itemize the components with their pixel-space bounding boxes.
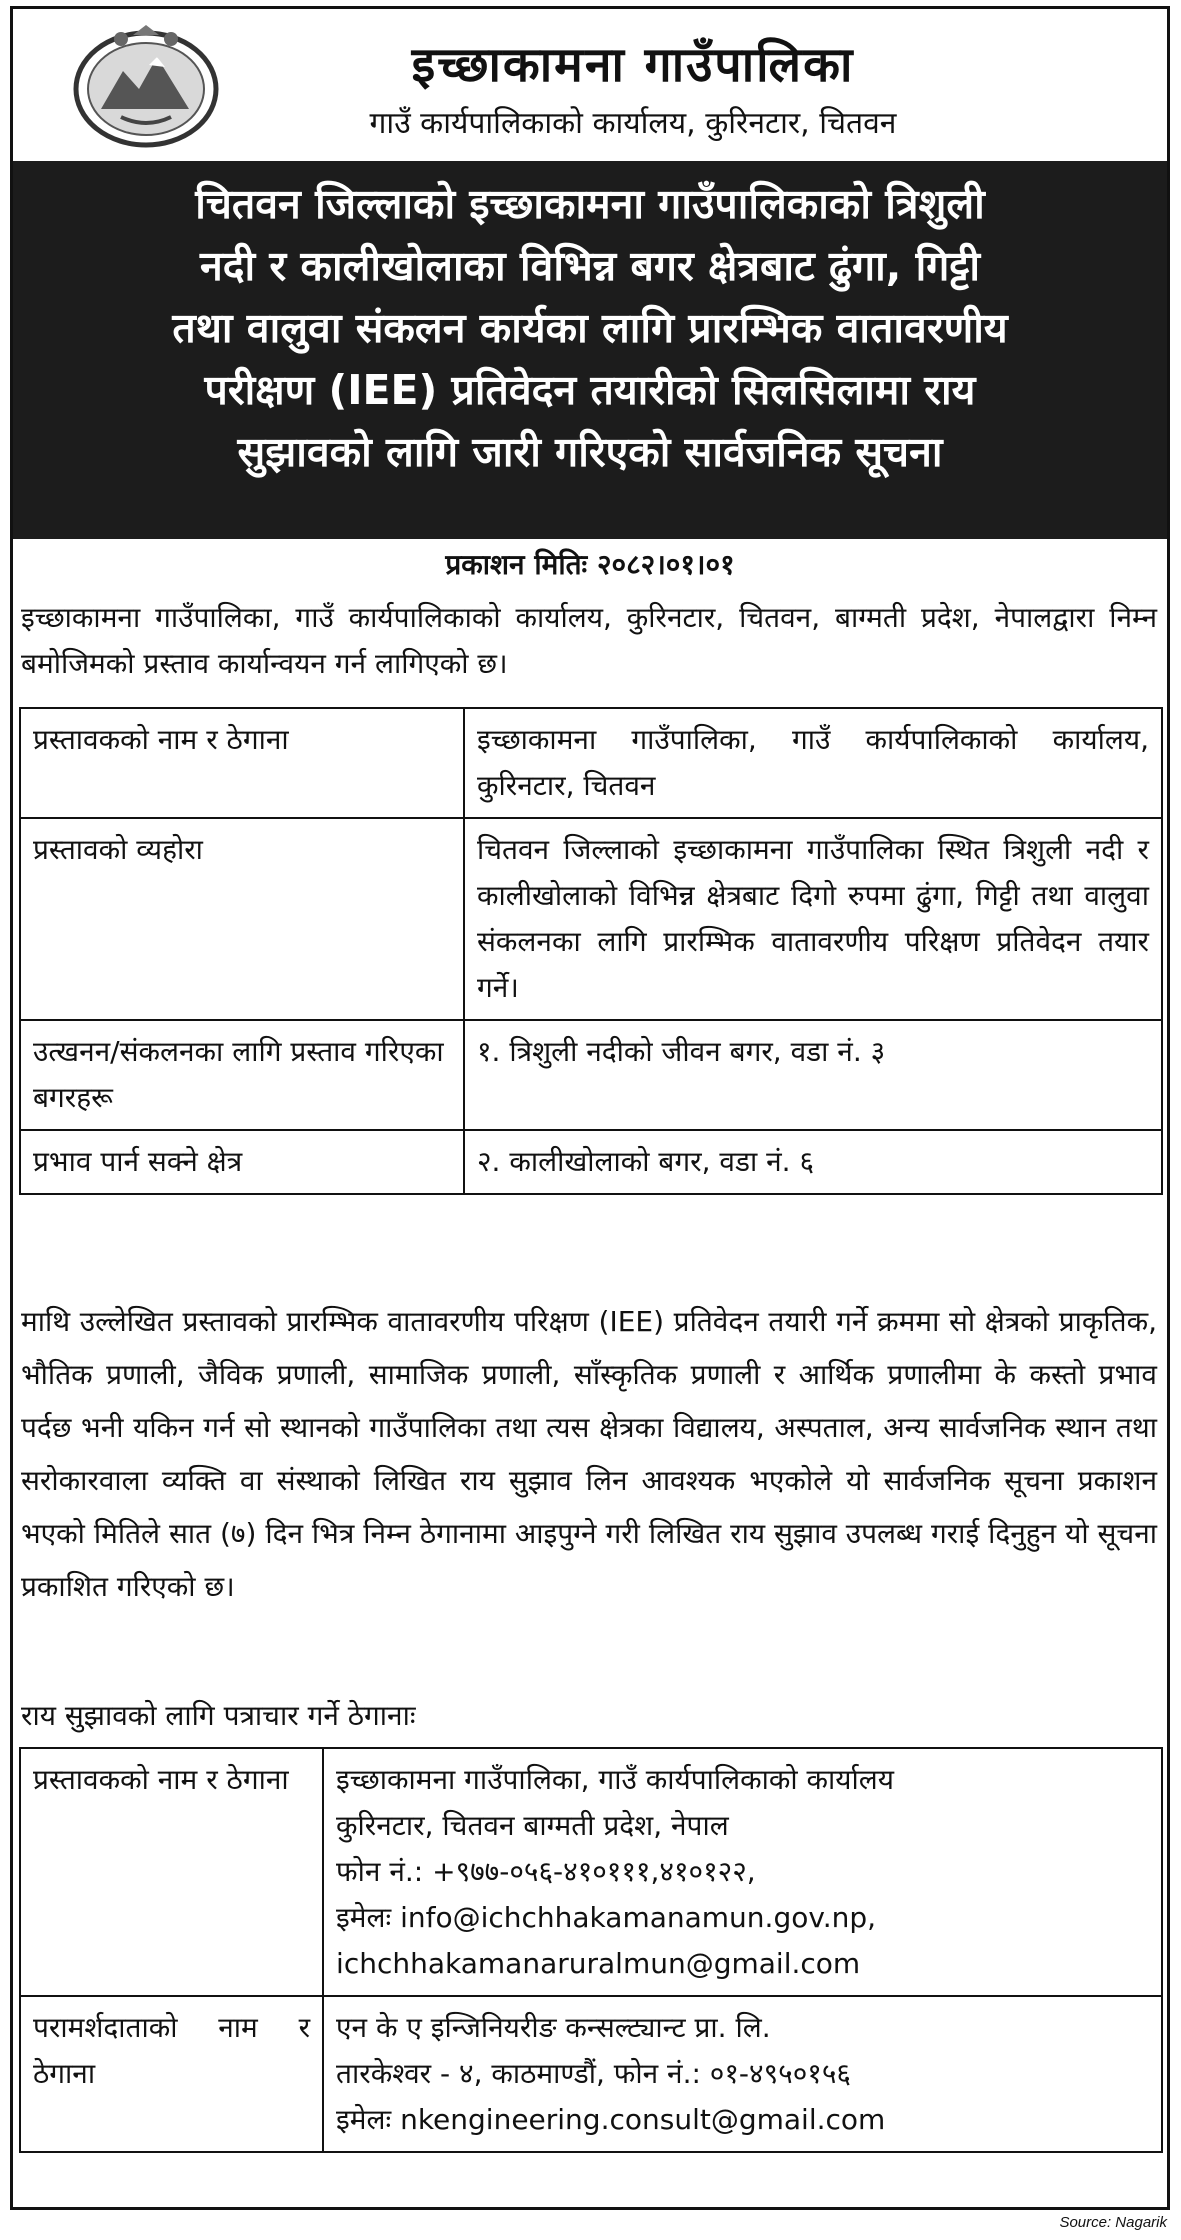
consultant-contact-value (323, 1996, 1162, 2152)
correspondence-heading: राय सुझावको लागि पत्राचार गर्ने ठेगानाः (21, 1699, 416, 1732)
org-subtitle: गाउँ कार्यपालिकाको कार्यालय, कुरिनटार, चितवन (369, 106, 897, 141)
consultant-address-phone: तारकेश्वर - ४, काठमाण्डौं, फोन नं.: ०१-४९५०१५६ (336, 2057, 851, 2090)
notice-header (13, 9, 1167, 161)
affected-area-value: २. कालीखोलाको बगर, वडा नं. ६ (464, 1130, 1162, 1194)
proposer-value: इच्छाकामना गाउँपालिका, गाउँ कार्यपालिकाको कार्यालय, कुरिनटार, चितवन (464, 708, 1162, 818)
nepal-emblem-icon (61, 19, 231, 149)
proposer-address-line: इच्छाकामना गाउँपालिका, गाउँ कार्यपालिकाको कार्यालय (336, 1763, 895, 1796)
table-row (20, 708, 1162, 818)
intro-paragraph: इच्छाकामना गाउँपालिका, गाउँ कार्यपालिकाको कार्यालय, कुरिनटार, चितवन, बाग्मती प्रदेश, नेपालद्वारा निम्न बमोजिमको प्रस्ताव कार्यान्वयन गर्न लागिएको छ। (21, 601, 1157, 680)
proposal-subject-value: चितवन जिल्लाको इच्छाकामना गाउँपालिका स्थित त्रिशुली नदी र कालीखोलाको विभिन्न क्षेत्रबाट दिगो रुपमा ढुंगा, गिट्टी तथा वालुवा संकलनका लागि प्रारम्भिक वातावरणीय परिक्षण प्रतिवेदन तयार गर्ने। (464, 818, 1162, 1020)
title-line: तथा वालुवा संकलन कार्यका लागि प्रारम्भिक वातावरणीय (172, 304, 1008, 352)
publication-date: प्रकाशन मितिः २०८२।०१।०१ (445, 548, 735, 581)
contact-table (19, 1747, 1163, 2153)
excavation-sites-value: १. त्रिशुली नदीको जीवन बगर, वडा नं. ३ (464, 1020, 1162, 1130)
table-row (20, 818, 1162, 1020)
title-line: चितवन जिल्लाको इच्छाकामना गाउँपालिकाको त्रिशुली (195, 180, 985, 228)
table-row (20, 1130, 1162, 1194)
proposer-email: इमेलः info@ichchhakamanamun.gov.np, (336, 1901, 877, 1934)
table-row (20, 1748, 1162, 1996)
consultant-contact-label: परामर्शदाताको नाम र ठेगाना (20, 1996, 323, 2152)
proposer-contact-value (323, 1748, 1162, 1996)
consultant-email: इमेलः nkengineering.consult@gmail.com (336, 2103, 886, 2136)
consultant-name: एन के ए इन्जिनियरीङ कन्सल्ट्यान्ट प्रा. लि. (336, 2011, 771, 2044)
proposal-table (19, 707, 1163, 1195)
proposer-email: ichchhakamanaruralmun@gmail.com (336, 1947, 861, 1980)
title-line: सुझावको लागि जारी गरिएको सार्वजनिक सूचना (237, 428, 943, 476)
proposer-label: प्रस्तावकको नाम र ठेगाना (20, 708, 464, 818)
notice-title (13, 161, 1167, 539)
affected-area-label: प्रभाव पार्न सक्ने क्षेत्र (20, 1130, 464, 1194)
proposer-contact-label: प्रस्तावकको नाम र ठेगाना (20, 1748, 323, 1996)
org-name: इच्छाकामना गाउँपालिका (411, 37, 855, 93)
title-line: परीक्षण (IEE) प्रतिवेदन तयारीको सिलसिलामा राय (204, 366, 976, 414)
proposer-address-line: कुरिनटार, चितवन बाग्मती प्रदेश, नेपाल (336, 1809, 729, 1842)
notice-frame (10, 6, 1170, 2210)
source-credit: Source: Nagarik (1059, 2214, 1167, 2231)
proposal-subject-label: प्रस्तावको व्यहोरा (20, 818, 464, 1020)
table-row (20, 1020, 1162, 1130)
excavation-sites-label: उत्खनन/संकलनका लागि प्रस्ताव गरिएका बगरहरू (20, 1020, 464, 1130)
proposer-phone: फोन नं.: +९७७-०५६-४१०१११,४१०१२२, (336, 1855, 756, 1888)
table-row (20, 1996, 1162, 2152)
main-paragraph: माथि उल्लेखित प्रस्तावको प्रारम्भिक वातावरणीय परिक्षण (IEE) प्रतिवेदन तयारी गर्ने क्रममा सो क्षेत्रको प्राकृतिक, भौतिक प्रणाली, जैविक प्रणाली, सामाजिक प्रणाली, साँस्कृतिक प्रणाली र आर्थिक प्रणालीमा के कस्तो प्रभाव पर्दछ भनी यकिन गर्न सो स्थानको गाउँपालिका तथा त्यस क्षेत्रका विद्यालय, अस्पताल, अन्य सार्वजनिक स्थान तथा सरोकारवाला व्यक्ति वा संस्थाको लिखित राय सुझाव लिन आवश्यक भएकोले यो सार्वजनिक सूचना प्रकाशन भएको मितिले सात (७) दिन भित्र निम्न ठेगानामा आइपुग्ने गरी लिखित राय सुझाव उपलब्ध गराई दिनुहुन यो सूचना प्रकाशित गरिएको छ। (21, 1305, 1157, 1603)
title-line: नदी र कालीखोलाका विभिन्न बगर क्षेत्रबाट ढुंगा, गिट्टी (200, 242, 980, 290)
